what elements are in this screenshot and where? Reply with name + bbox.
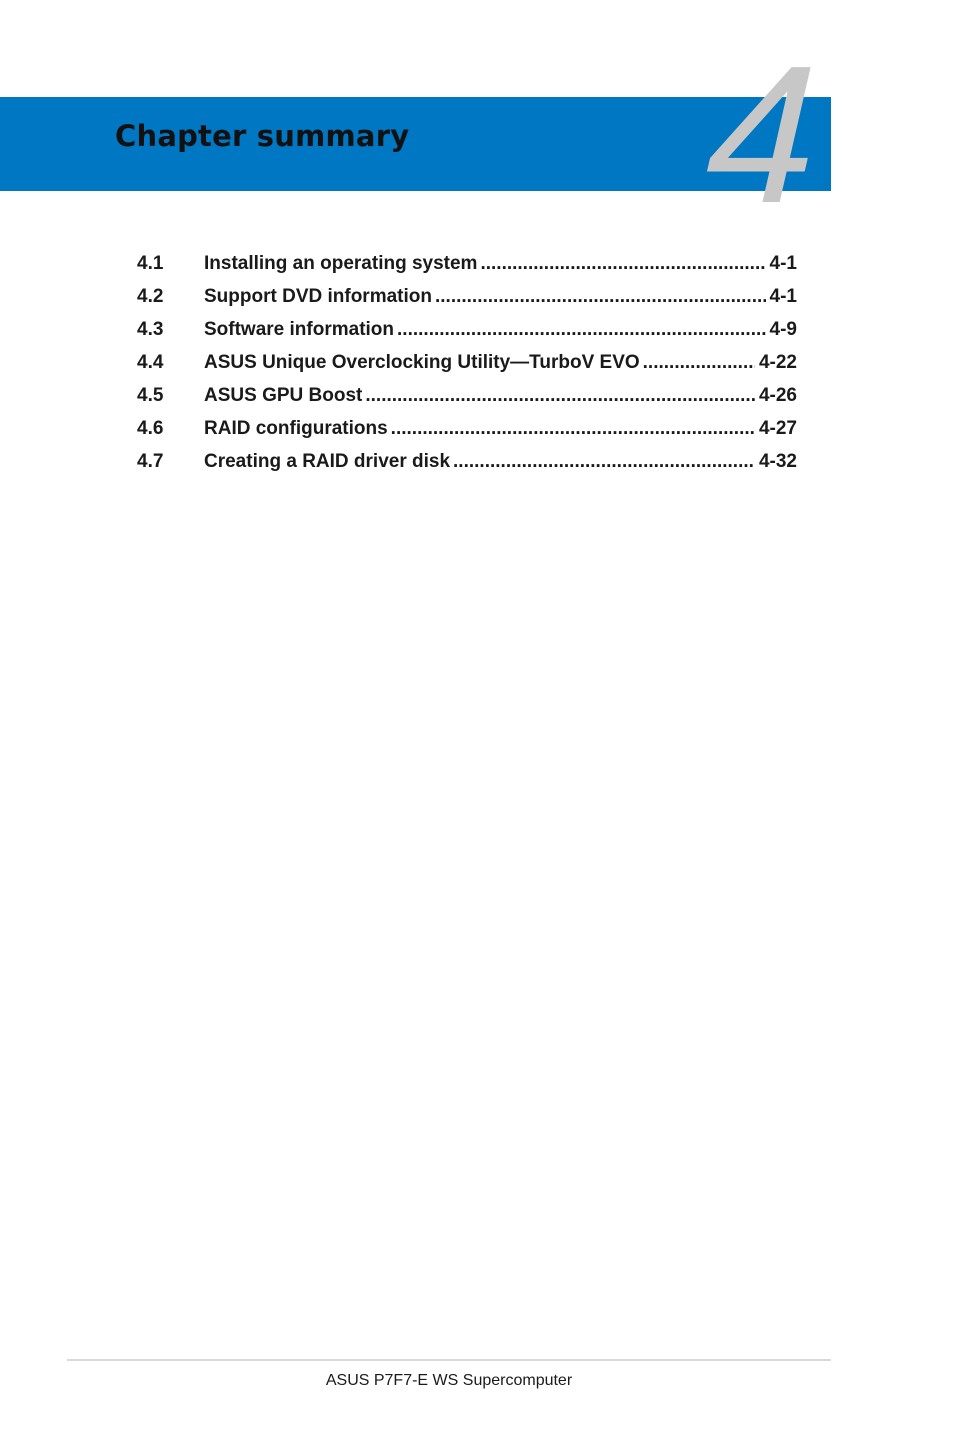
toc-entry[interactable] xyxy=(137,418,797,451)
toc-entry[interactable] xyxy=(137,253,797,286)
toc-entry[interactable] xyxy=(137,286,797,319)
toc-entry-title: Installing an operating system xyxy=(204,253,478,274)
toc-entry-number: 4.5 xyxy=(137,385,164,406)
toc-entry-title: ASUS Unique Overclocking Utility—TurboV EVO xyxy=(204,352,640,373)
toc-entry-page: 4-26 xyxy=(758,385,797,406)
toc-entry-page: 4-1 xyxy=(769,286,797,307)
footer-product-name: ASUS P7F7-E WS Supercomputer xyxy=(325,1372,573,1389)
dot-leader xyxy=(365,385,755,407)
toc-entry-number: 4.4 xyxy=(137,352,164,373)
toc-entry-number: 4.1 xyxy=(137,253,164,274)
toc-entry-page: 4-1 xyxy=(769,253,797,274)
toc-entry-page: 4-9 xyxy=(769,319,797,340)
toc-entry[interactable] xyxy=(137,385,797,418)
chapter-number: 4 xyxy=(703,25,820,244)
toc-entry-title: Support DVD information xyxy=(204,286,432,307)
toc-entry-title: Creating a RAID driver disk xyxy=(204,451,451,472)
toc-entry-number: 4.3 xyxy=(137,319,164,340)
toc-entry-page: 4-32 xyxy=(758,451,797,472)
toc-entry-page: 4-27 xyxy=(758,418,797,439)
footer-divider xyxy=(67,1359,831,1361)
page-title: Chapter summary xyxy=(115,119,410,153)
dot-leader xyxy=(453,451,755,473)
toc-entry-title: Software information xyxy=(204,319,395,340)
toc-entry[interactable] xyxy=(137,319,797,352)
toc-entry-number: 4.7 xyxy=(137,451,164,472)
toc-entry-page: 4-22 xyxy=(758,352,797,373)
dot-leader xyxy=(435,286,766,308)
dot-leader xyxy=(480,253,765,275)
toc-entry[interactable] xyxy=(137,451,797,484)
dot-leader xyxy=(643,352,755,374)
toc-entry[interactable] xyxy=(137,352,797,385)
table-of-contents xyxy=(137,253,797,484)
toc-entry-title: RAID configurations xyxy=(204,418,388,439)
toc-entry-number: 4.6 xyxy=(137,418,164,439)
dot-leader xyxy=(397,319,766,341)
toc-entry-title: ASUS GPU Boost xyxy=(204,385,363,406)
dot-leader xyxy=(391,418,755,440)
toc-entry-number: 4.2 xyxy=(137,286,164,307)
